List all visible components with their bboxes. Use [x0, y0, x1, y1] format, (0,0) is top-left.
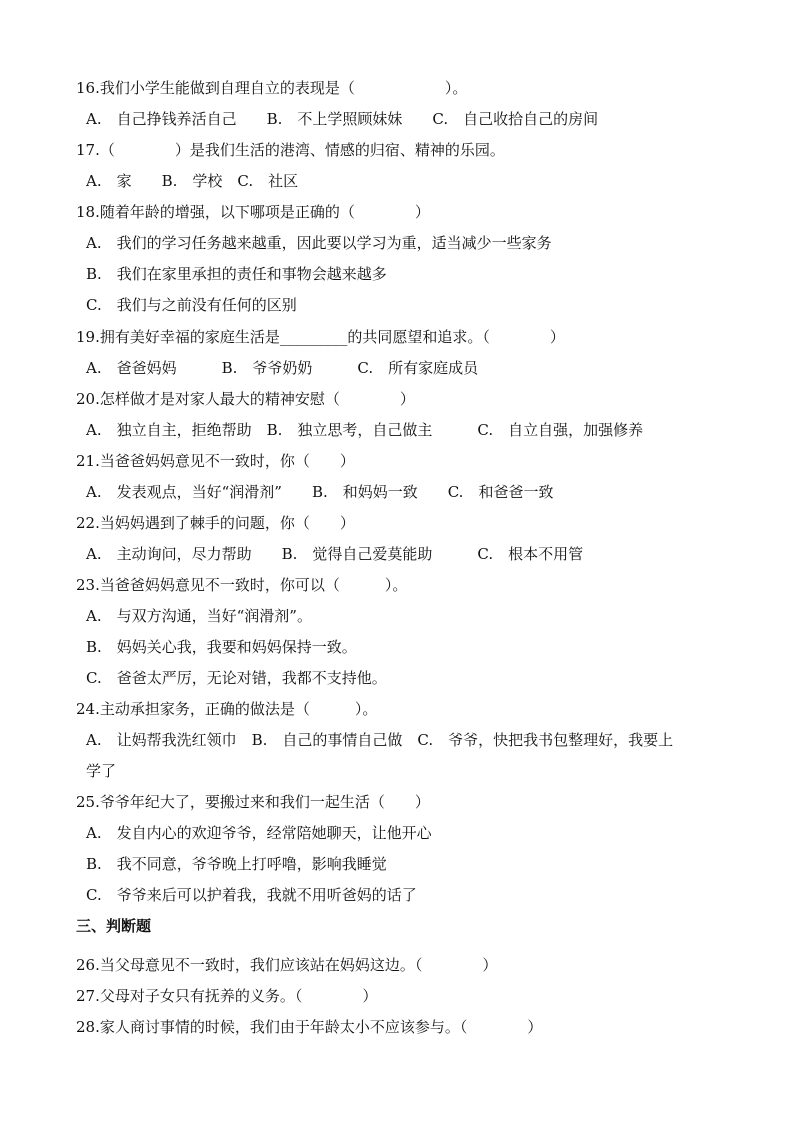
options-17: A. 家 B. 学校 C. 社区	[86, 172, 299, 190]
option-25c: C. 爷爷来后可以护着我，我就不用听爸妈的话了	[86, 886, 417, 904]
options-20: A. 独立自主，拒绝帮助 B. 独立思考，自己做主 C. 自立自强，加强修养	[86, 421, 644, 439]
question-22: 22.当妈妈遇到了棘手的问题，你（ ）	[76, 514, 355, 532]
option-25b: B. 我不同意，爷爷晚上打呼噜，影响我睡觉	[86, 855, 387, 873]
options-24: A. 让妈帮我洗红领巾 B. 自己的事情自己做 C. 爷爷，快把我书包整理好，我要上	[86, 731, 674, 749]
options-16: A. 自己挣钱养活自己 B. 不上学照顾妹妹 C. 自己收拾自己的房间	[86, 110, 599, 128]
question-20: 20.怎样做才是对家人最大的精神安慰（ ）	[76, 390, 415, 408]
option-23c: C. 爸爸太严厉，无论对错，我都不支持他。	[86, 669, 387, 687]
option-23b: B. 妈妈关心我，我要和妈妈保持一致。	[86, 638, 357, 656]
question-21: 21.当爸爸妈妈意见不一致时，你（ ）	[76, 452, 355, 470]
option-18a: A. 我们的学习任务越来越重，因此要以学习为重，适当减少一些家务	[86, 234, 552, 252]
option-18b: B. 我们在家里承担的责任和事物会越来越多	[86, 265, 387, 283]
question-25: 25.爷爷年纪大了，要搬过来和我们一起生活（ ）	[76, 793, 430, 811]
question-23: 23.当爸爸妈妈意见不一致时，你可以（ ）。	[76, 576, 408, 594]
question-17: 17.（ ）是我们生活的港湾、情感的归宿、精神的乐园。	[76, 141, 505, 159]
options-22: A. 主动询问，尽力帮助 B. 觉得自己爱莫能助 C. 根本不用管	[86, 545, 584, 563]
section-heading-true-false: 三、判断题	[76, 917, 152, 935]
question-28: 28.家人商讨事情的时候，我们由于年龄太小不应该参与。（ ）	[76, 1018, 543, 1036]
question-24: 24.主动承担家务，正确的做法是（ ）。	[76, 700, 378, 718]
question-16: 16.我们小学生能做到自理自立的表现是（ ）。	[76, 79, 468, 97]
options-21: A. 发表观点，当好“润滑剂” B. 和妈妈一致 C. 和爸爸一致	[86, 483, 554, 501]
question-27: 27.父母对子女只有抚养的义务。（ ）	[76, 987, 378, 1005]
option-25a: A. 发自内心的欢迎爷爷，经常陪她聊天，让他开心	[86, 824, 432, 842]
option-23a: A. 与双方沟通，当好“润滑剂”。	[86, 607, 312, 625]
question-26: 26.当父母意见不一致时，我们应该站在妈妈这边。（ ）	[76, 956, 498, 974]
options-24-continued: 学了	[86, 762, 117, 780]
question-18: 18.随着年龄的增强，以下哪项是正确的（ ）	[76, 203, 430, 221]
question-19: 19.拥有美好幸福的家庭生活是_________的共同愿望和追求。（ ）	[76, 328, 565, 346]
options-19: A. 爸爸妈妈 B. 爷爷奶奶 C. 所有家庭成员	[86, 359, 479, 377]
option-18c: C. 我们与之前没有任何的区别	[86, 296, 297, 314]
